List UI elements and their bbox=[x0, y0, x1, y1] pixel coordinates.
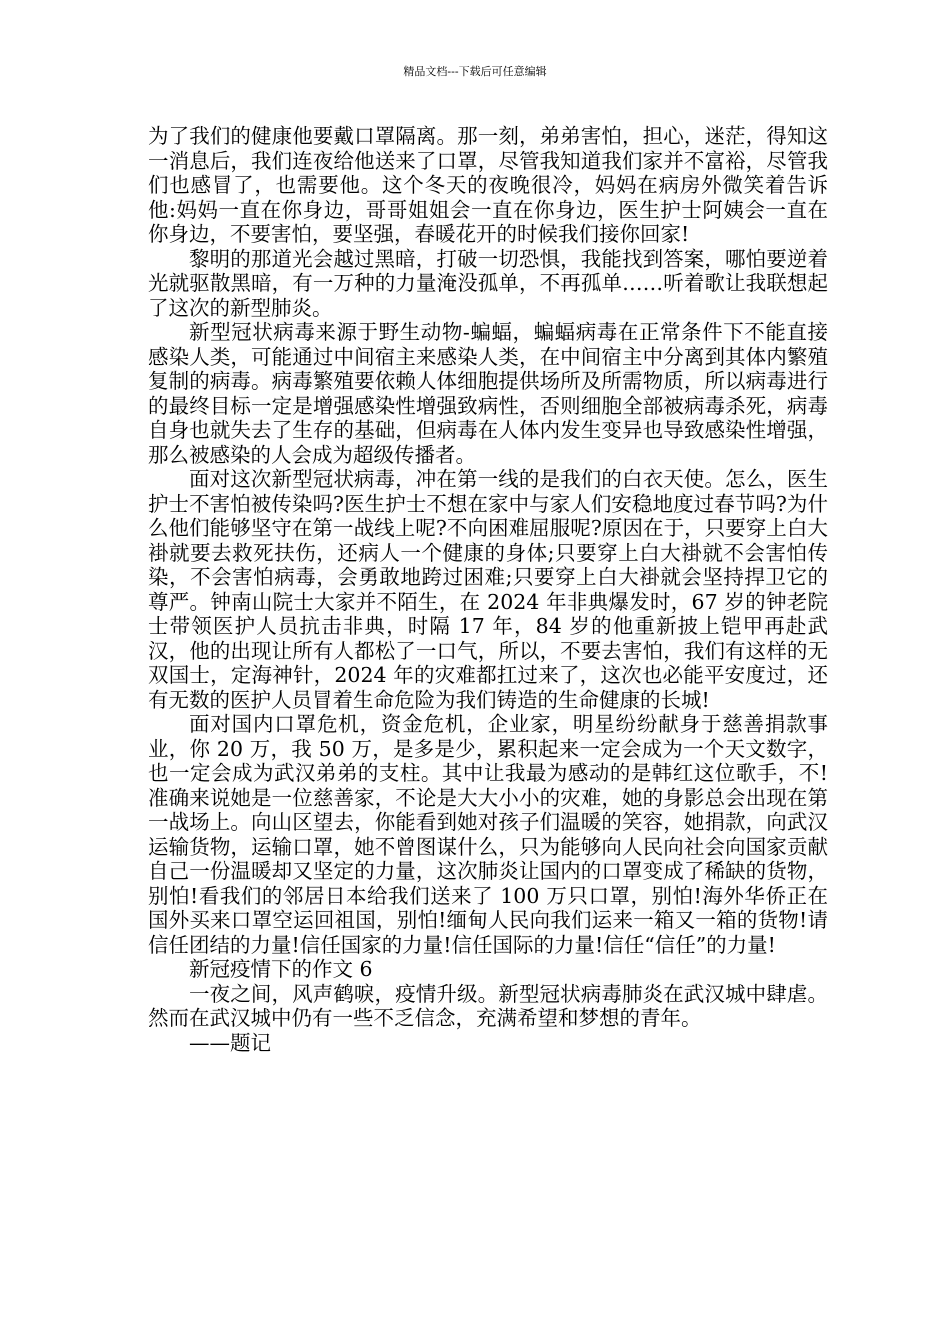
epigraph-label: ——题记 bbox=[189, 1030, 271, 1055]
section-heading: 新冠疫情下的作文 6 bbox=[189, 957, 373, 981]
paragraph-4: 面对这次新型冠状病毒，冲在第一线的是我们的白衣天使。怎么，医生护士不害怕被传染吗?医生护士不想在家中与家人们安稳地度过春节吗?为什么他们能够坚守在第一战线上呢?不向困难屈服呢?原因在于，只要穿上白大褂就要去救死扶伤，还病人一个健康的身体;只要穿上白大褂就不会害怕传染，不会害怕病毒，会勇敢地跨过困难;只要穿上白大褂就会坚持捍卫它的尊严。钟南山院士大家并不陌生，在 2024 年非典爆发时，67 岁的钟老院士带领医护人员抗击非典，时隔 17 年，84 岁的他重新披上铠甲再赴武汉，他的出现让所有人都松了一口气，所以，不要去害怕，我们有这样的无双国士，定海神针，2024 年的灾难都扛过来了，这次也必能平安度过，还有无数的医护人员冒着生命危险为我们铸造的生命健康的长城! bbox=[148, 467, 828, 712]
page-header: 精品文档---下载后可任意编辑 bbox=[403, 65, 547, 78]
paragraph-2: 黎明的那道光会越过黑暗，打破一切恐惧，我能找到答案，哪怕要逆着光就驱散黑暗，有一万种的力量淹没孤单，不再孤单……听着歌让我联想起了这次的新型肺炎。 bbox=[148, 246, 828, 320]
paragraph-6: 一夜之间，风声鹤唳，疫情升级。新型冠状病毒肺炎在武汉城中肆虐。然而在武汉城中仍有一些不乏信念，充满希望和梦想的青年。 bbox=[148, 981, 828, 1030]
document-body bbox=[148, 124, 828, 1055]
paragraph-5: 面对国内口罩危机，资金危机，企业家，明星纷纷献身于慈善捐款事业，你 20 万，我 50 万，是多是少，累积起来一定会成为一个天文数字，也一定会成为武汉弟弟的支柱。其中让我最为感动的是韩红这位歌手，不!准确来说她是一位慈善家，不论是大大小小的灾难，她的身影总会出现在第一战场上。向山区望去，你能看到她对孩子们温暖的笑容，她捐款，向武汉运输货物，运输口罩，她不曾图谋什么，只为能够向人民向社会向国家贡献自己一份温暖却又坚定的力量，这次肺炎让国内的口罩变成了稀缺的货物，别怕!看我们的邻居日本给我们送来了 100 万只口罩，别怕!海外华侨正在国外买来口罩空运回祖国，别怕!缅甸人民向我们运来一箱又一箱的货物!请信任团结的力量!信任国家的力量!信任国际的力量!信任“信任”的力量! bbox=[148, 712, 828, 957]
paragraph-3: 新型冠状病毒来源于野生动物-蝙蝠，蝙蝠病毒在正常条件下不能直接感染人类，可能通过中间宿主来感染人类，在中间宿主中分离到其体内繁殖复制的病毒。病毒繁殖要依赖人体细胞提供场所及所需物质，所以病毒进行的最终目标一定是增强感染性增强致病性，否则细胞全部被病毒杀死，病毒自身也就失去了生存的基础，但病毒在人体内发生变异也导致感染性增强，那么被感染的人会成为超级传播者。 bbox=[148, 320, 828, 467]
paragraph-1: 为了我们的健康他要戴口罩隔离。那一刻，弟弟害怕，担心，迷茫，得知这一消息后，我们连夜给他送来了口罩，尽管我知道我们家并不富裕，尽管我们也感冒了，也需要他。这个冬天的夜晚很冷，妈妈在病房外微笑着告诉他:妈妈一直在你身边，哥哥姐姐会一直在你身边，医生护士阿姨会一直在你身边，不要害怕，要坚强，春暖花开的时候我们接你回家! bbox=[148, 124, 828, 246]
